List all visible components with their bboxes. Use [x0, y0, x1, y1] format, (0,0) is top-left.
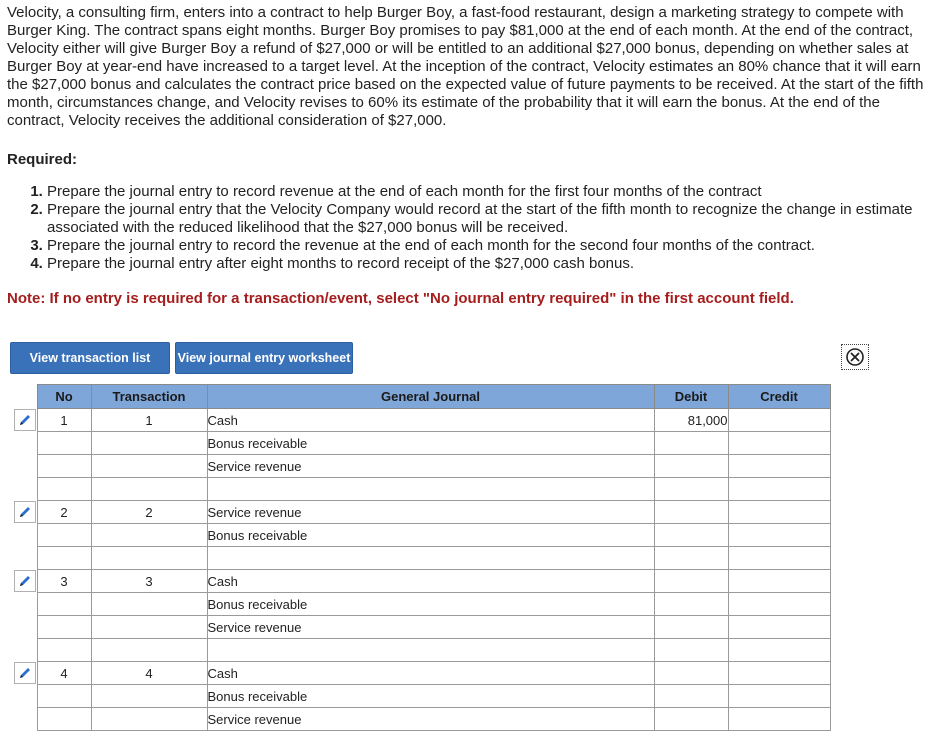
transaction-cell [91, 685, 207, 708]
view-transaction-list-button[interactable]: View transaction list [10, 342, 170, 374]
account-cell[interactable]: Cash [207, 662, 654, 685]
debit-cell[interactable] [654, 501, 728, 524]
transaction-cell [91, 478, 207, 501]
debit-cell[interactable] [654, 478, 728, 501]
credit-cell[interactable] [728, 708, 830, 731]
credit-cell[interactable] [728, 616, 830, 639]
instruction-note: Note: If no entry is required for a transaction/event, select "No journal entry required" in the first account field. [7, 290, 794, 307]
debit-cell[interactable] [654, 662, 728, 685]
row-number-cell [37, 547, 91, 570]
row-number-cell: 1 [37, 409, 91, 432]
row-number-cell [37, 432, 91, 455]
requirements-list [0, 183, 927, 273]
account-cell[interactable]: Service revenue [207, 616, 654, 639]
row-number-cell [37, 616, 91, 639]
row-number-cell [37, 478, 91, 501]
transaction-cell: 1 [91, 409, 207, 432]
table-row [10, 616, 830, 639]
credit-cell[interactable] [728, 593, 830, 616]
debit-cell[interactable] [654, 593, 728, 616]
pencil-icon[interactable] [14, 409, 36, 431]
column-header-general-journal: General Journal [207, 385, 654, 409]
account-cell[interactable]: Service revenue [207, 501, 654, 524]
credit-cell[interactable] [728, 570, 830, 593]
debit-cell[interactable] [654, 432, 728, 455]
row-number-cell [37, 685, 91, 708]
debit-cell[interactable] [654, 639, 728, 662]
credit-cell[interactable] [728, 432, 830, 455]
table-row [10, 708, 830, 731]
row-number-cell: 4 [37, 662, 91, 685]
transaction-cell [91, 455, 207, 478]
row-number-cell: 2 [37, 501, 91, 524]
requirement-item: 1. Prepare the journal entry to record revenue at the end of each month for the first four months of the contract [47, 183, 927, 201]
account-cell[interactable]: Bonus receivable [207, 685, 654, 708]
debit-cell[interactable] [654, 455, 728, 478]
table-header-row [10, 385, 830, 409]
column-header-transaction: Transaction [91, 385, 207, 409]
account-cell[interactable]: Cash [207, 409, 654, 432]
row-number-cell [37, 524, 91, 547]
transaction-cell [91, 593, 207, 616]
account-cell[interactable]: Service revenue [207, 455, 654, 478]
credit-cell[interactable] [728, 478, 830, 501]
column-header-debit: Debit [654, 385, 728, 409]
credit-cell[interactable] [728, 524, 830, 547]
row-number-cell [37, 593, 91, 616]
row-number-cell [37, 708, 91, 731]
credit-cell[interactable] [728, 547, 830, 570]
account-cell[interactable]: Cash [207, 570, 654, 593]
table-row [10, 662, 830, 685]
transaction-cell: 2 [91, 501, 207, 524]
debit-cell[interactable] [654, 570, 728, 593]
debit-cell[interactable] [654, 708, 728, 731]
debit-cell[interactable]: 81,000 [654, 409, 728, 432]
debit-cell[interactable] [654, 547, 728, 570]
requirement-item: 4. Prepare the journal entry after eight months to record receipt of the $27,000 cash bonus. [47, 255, 927, 273]
table-row [10, 570, 830, 593]
debit-cell[interactable] [654, 524, 728, 547]
table-row [10, 432, 830, 455]
table-row [10, 639, 830, 662]
credit-cell[interactable] [728, 455, 830, 478]
table-row [10, 501, 830, 524]
pencil-icon[interactable] [14, 662, 36, 684]
pencil-icon[interactable] [14, 570, 36, 592]
transaction-cell [91, 639, 207, 662]
credit-cell[interactable] [728, 685, 830, 708]
account-cell[interactable]: Bonus receivable [207, 524, 654, 547]
pencil-icon[interactable] [14, 501, 36, 523]
required-heading: Required: [7, 151, 78, 168]
debit-cell[interactable] [654, 685, 728, 708]
transaction-cell: 4 [91, 662, 207, 685]
table-row [10, 547, 830, 570]
debit-cell[interactable] [654, 616, 728, 639]
credit-cell[interactable] [728, 409, 830, 432]
row-number-cell [37, 639, 91, 662]
table-row [10, 524, 830, 547]
credit-cell[interactable] [728, 501, 830, 524]
table-row [10, 409, 830, 432]
table-row [10, 455, 830, 478]
journal-table [10, 384, 831, 731]
account-cell[interactable]: Bonus receivable [207, 432, 654, 455]
transaction-cell [91, 547, 207, 570]
table-row [10, 593, 830, 616]
requirement-item: 3. Prepare the journal entry to record the revenue at the end of each month for the second four months of the contract. [47, 237, 927, 255]
account-cell[interactable]: Service revenue [207, 708, 654, 731]
transaction-cell [91, 616, 207, 639]
table-row [10, 478, 830, 501]
transaction-cell [91, 432, 207, 455]
requirement-item: 2. Prepare the journal entry that the Velocity Company would record at the start of the fifth month to recognize the change in estimate associated with the reduced likelihood that the $27,000 bonus will be received. [47, 201, 927, 237]
close-icon[interactable] [841, 344, 869, 370]
column-header-credit: Credit [728, 385, 830, 409]
account-cell[interactable] [207, 547, 654, 570]
account-cell[interactable] [207, 478, 654, 501]
credit-cell[interactable] [728, 639, 830, 662]
column-header-no: No [37, 385, 91, 409]
transaction-cell [91, 524, 207, 547]
row-number-cell: 3 [37, 570, 91, 593]
credit-cell[interactable] [728, 662, 830, 685]
row-number-cell [37, 455, 91, 478]
account-cell[interactable]: Bonus receivable [207, 593, 654, 616]
transaction-cell [91, 708, 207, 731]
problem-statement: Velocity, a consulting firm, enters into a contract to help Burger Boy, a fast-food restaurant, design a marketing strategy to compete with Burger King. The contract spans eight months. Burger Boy promises to pay $81,000 at the end of each month. At the end of the contract, Velocity either will give Burger Boy a refund of $27,000 or will be entitled to an additional $27,000 bonus, depending on whether sales at Burger Boy at year-end have increased to a target level. At the inception of the contract, Velocity estimates an 80% chance that it will earn the $27,000 bonus and calculates the contract price based on the expected value of future payments to be received. At the start of the fifth month, circumstances change, and Velocity revises to 60% its estimate of the probability that it will earn the bonus. At the end of the contract, Velocity receives the additional consideration of $27,000. [7, 4, 924, 129]
account-cell[interactable] [207, 639, 654, 662]
view-journal-entry-worksheet-button[interactable]: View journal entry worksheet [175, 342, 353, 374]
table-row [10, 685, 830, 708]
transaction-cell: 3 [91, 570, 207, 593]
